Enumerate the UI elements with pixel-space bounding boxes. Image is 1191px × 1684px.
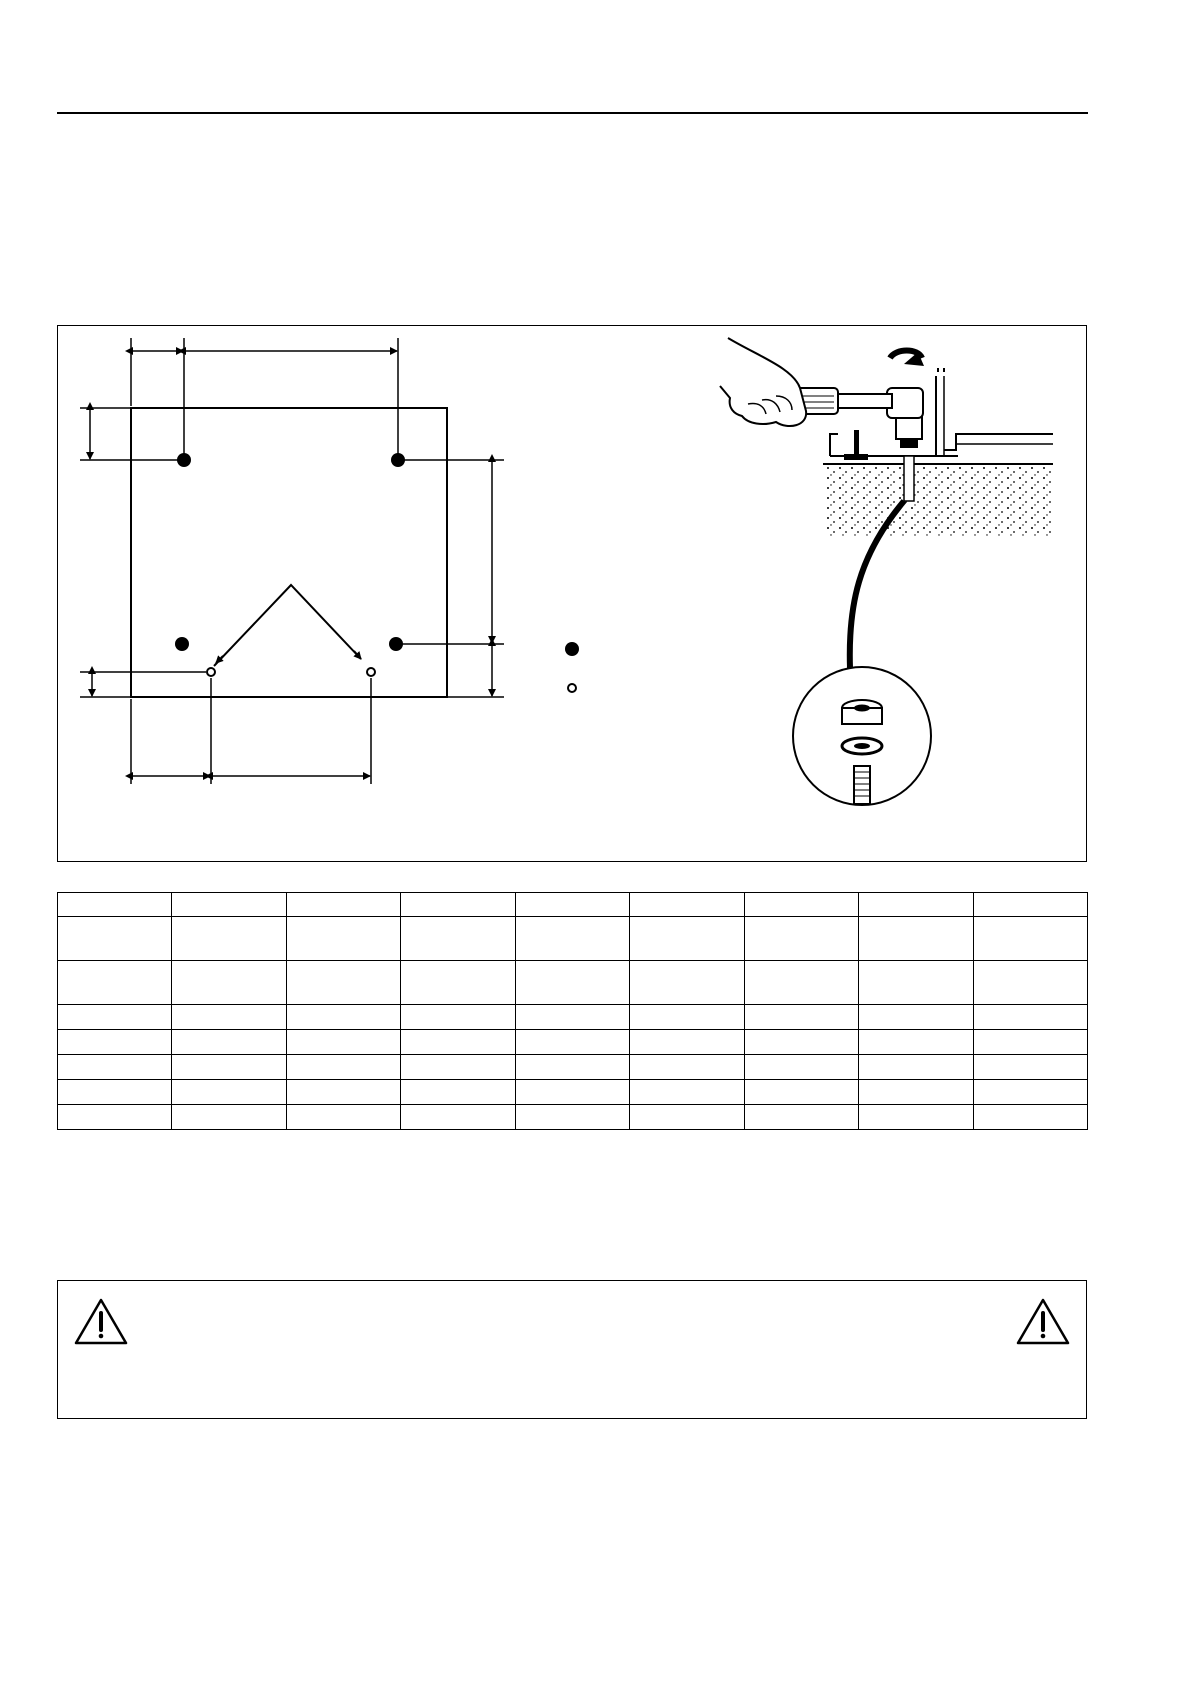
table-cell	[859, 1030, 973, 1055]
legend	[565, 642, 579, 692]
table-cell	[58, 1055, 172, 1080]
table-cell	[286, 1005, 400, 1030]
table-cell	[172, 1080, 286, 1105]
table-cell	[973, 1055, 1088, 1080]
table-cell	[973, 893, 1088, 917]
dimension-lines	[80, 338, 504, 784]
table-row	[58, 1055, 1088, 1080]
legend-open-hole-icon	[568, 684, 576, 692]
table-row	[58, 1080, 1088, 1105]
table-cell	[58, 1105, 172, 1130]
table-cell	[859, 1080, 973, 1105]
table-cell	[515, 917, 629, 961]
table-cell	[744, 1005, 858, 1030]
table-cell	[859, 1005, 973, 1030]
spec-table	[57, 892, 1088, 1130]
warning-triangle-icon	[1015, 1297, 1071, 1347]
table-cell	[58, 1080, 172, 1105]
table-row	[58, 917, 1088, 961]
table-cell	[172, 893, 286, 917]
table-cell	[286, 1030, 400, 1055]
base-plate-plan	[131, 408, 447, 697]
table-row	[58, 893, 1088, 917]
figure-drawing	[58, 326, 1088, 863]
table-cell	[286, 1055, 400, 1080]
legend-filled-hole-icon	[565, 642, 579, 656]
concrete-floor	[823, 466, 1053, 536]
table-cell	[515, 1005, 629, 1030]
table-cell	[401, 1080, 515, 1105]
table-cell	[58, 961, 172, 1005]
table-cell	[515, 1055, 629, 1080]
table-cell	[744, 893, 858, 917]
pointer-lines	[214, 585, 361, 666]
table-cell	[859, 1055, 973, 1080]
table-row	[58, 961, 1088, 1005]
table-cell	[401, 1030, 515, 1055]
table-cell	[286, 917, 400, 961]
installation-figure	[57, 325, 1087, 862]
table-cell	[630, 893, 744, 917]
table-row	[58, 1030, 1088, 1055]
table-cell	[172, 1005, 286, 1030]
table-cell	[744, 1055, 858, 1080]
anchor-hole-bottom-left	[175, 637, 189, 651]
table-cell	[286, 961, 400, 1005]
leveling-foot	[844, 454, 868, 460]
table-cell	[172, 1055, 286, 1080]
table-cell	[744, 1105, 858, 1130]
table-cell	[630, 917, 744, 961]
table-cell	[973, 1105, 1088, 1130]
table-cell	[58, 893, 172, 917]
header-rule	[57, 112, 1088, 114]
table-cell	[859, 1105, 973, 1130]
table-cell	[630, 1105, 744, 1130]
table-cell	[859, 961, 973, 1005]
table-cell	[630, 961, 744, 1005]
warning-triangle-icon	[73, 1297, 129, 1347]
table-cell	[630, 1030, 744, 1055]
table-cell	[401, 893, 515, 917]
table-cell	[630, 1080, 744, 1105]
table-cell	[744, 1080, 858, 1105]
table-cell	[58, 917, 172, 961]
table-cell	[58, 1005, 172, 1030]
table-cell	[286, 1105, 400, 1130]
hand	[720, 338, 806, 426]
table-cell	[515, 1030, 629, 1055]
table-cell	[401, 917, 515, 961]
table-cell	[744, 1030, 858, 1055]
table-cell	[744, 917, 858, 961]
table-cell	[973, 1080, 1088, 1105]
installation-view	[720, 338, 1053, 805]
table-cell	[630, 1055, 744, 1080]
table-cell	[286, 1080, 400, 1105]
table-cell	[744, 961, 858, 1005]
table-cell	[401, 1055, 515, 1080]
table-cell	[172, 1030, 286, 1055]
table-cell	[172, 961, 286, 1005]
small-hole-right	[367, 668, 375, 676]
table-cell	[401, 961, 515, 1005]
torque-wrench-icon	[830, 394, 892, 408]
table-row	[58, 1105, 1088, 1130]
table-cell	[58, 1030, 172, 1055]
table-cell	[515, 893, 629, 917]
table-cell	[859, 893, 973, 917]
base-plate-outline	[131, 408, 447, 697]
table-cell	[172, 917, 286, 961]
table-cell	[401, 1005, 515, 1030]
table-cell	[973, 1030, 1088, 1055]
table-cell	[172, 1105, 286, 1130]
table-cell	[515, 961, 629, 1005]
table-cell	[630, 1005, 744, 1030]
table-row	[58, 1005, 1088, 1030]
table-cell	[401, 1105, 515, 1130]
table-cell	[859, 917, 973, 961]
anchor-bolt	[904, 456, 914, 501]
table-cell	[286, 893, 400, 917]
table-cell	[973, 917, 1088, 961]
table-cell	[515, 1105, 629, 1130]
table-cell	[973, 961, 1088, 1005]
small-hole-left	[207, 668, 215, 676]
table-cell	[515, 1080, 629, 1105]
anchor-hole-bottom-right	[389, 637, 403, 651]
table-cell	[973, 1005, 1088, 1030]
warning-box	[57, 1280, 1087, 1419]
